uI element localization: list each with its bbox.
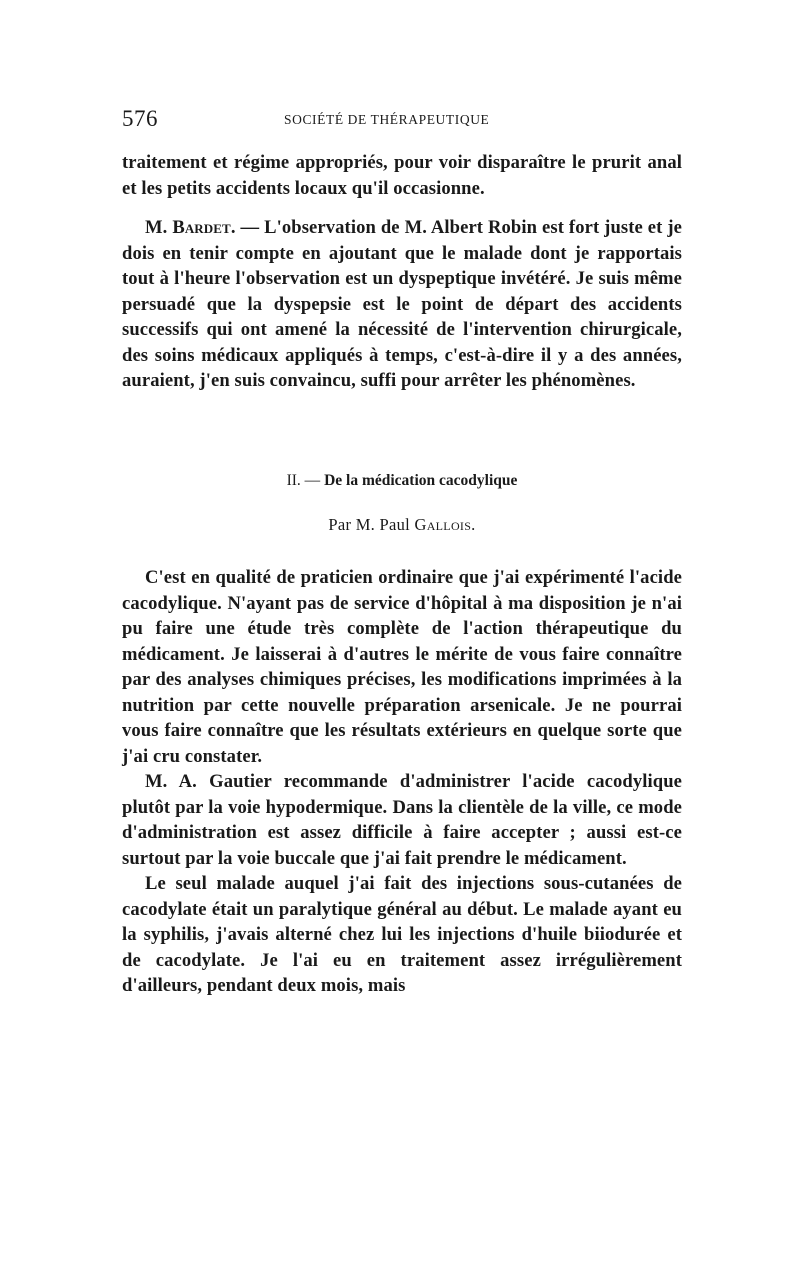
- article-paragraph-3: Le seul malade auquel j'ai fait des injections sous-cutanées de cacodylate était un paralytique général au début. Le malade ayant eu la syphilis, j'avais alterné chez lui les injections d'huile biiodurée et de cacodylate. Je l'ai eu en traitement assez irrégulièrement d'ailleurs, pendant deux mois, mais: [122, 873, 682, 996]
- article-paragraph-1: C'est en qualité de praticien ordinaire que j'ai expérimenté l'acide cacodylique. N'ayant pas de service d'hôpital à ma disposition je n'ai pu faire une étude très complète de l'action thérapeutique du médicament. Je laisserai à d'autres le mérite de vous faire connaître par des analyses chimiques précises, les modifications imprimées à la nutrition par cette nouvelle préparation arsenicale. Je ne pourrai vous faire connaître que les résultats extérieurs en quelque sorte que j'ai cru constater.: [122, 567, 682, 767]
- page-number: 576: [122, 106, 158, 131]
- author-surname: Gallois.: [414, 515, 476, 534]
- byline: [122, 515, 682, 535]
- continuation-paragraph: traitement et régime appropriés, pour voir disparaître le prurit anal et les petits accidents locaux qu'il occasionne.: [122, 152, 682, 199]
- section-title: De la médication cacodylique: [324, 472, 518, 489]
- article-paragraph-2: M. A. Gautier recommande d'administrer l'acide cacodylique plutôt par la voie hypodermique. Dans la clientèle de la ville, ce mode d'administration est assez difficile à faire accepter ; aussi est-ce surtout par la voie buccale que j'ai fait prendre le médicament.: [122, 771, 682, 869]
- top-text-block: [122, 150, 682, 394]
- bardet-text: — L'observation de M. Albert Robin est fort juste et je dois en tenir compte en ajoutant que le malade dont je rapportais tout à l'heure l'observation est un dyspeptique invétéré. Je suis même persuadé que la dyspepsie est le point de départ des accidents successifs qui ont amené la nécessité de l'intervention chirurgicale, des soins médicaux appliqués à temps, c'est-à-dire il y a des années, auraient, j'en suis convaincu, suffi pour arrêter les phénomènes.: [122, 217, 682, 391]
- running-head: [122, 106, 682, 136]
- article-body: [122, 565, 682, 999]
- section-numeral: II. —: [286, 472, 325, 489]
- section-heading: [122, 472, 682, 490]
- byline-prefix: Par M. Paul: [328, 515, 415, 534]
- journal-title: SOCIÉTÉ DE THÉRAPEUTIQUE: [284, 112, 490, 127]
- bardet-paragraph: [122, 215, 682, 394]
- speaker-name: M. Bardet.: [145, 217, 236, 238]
